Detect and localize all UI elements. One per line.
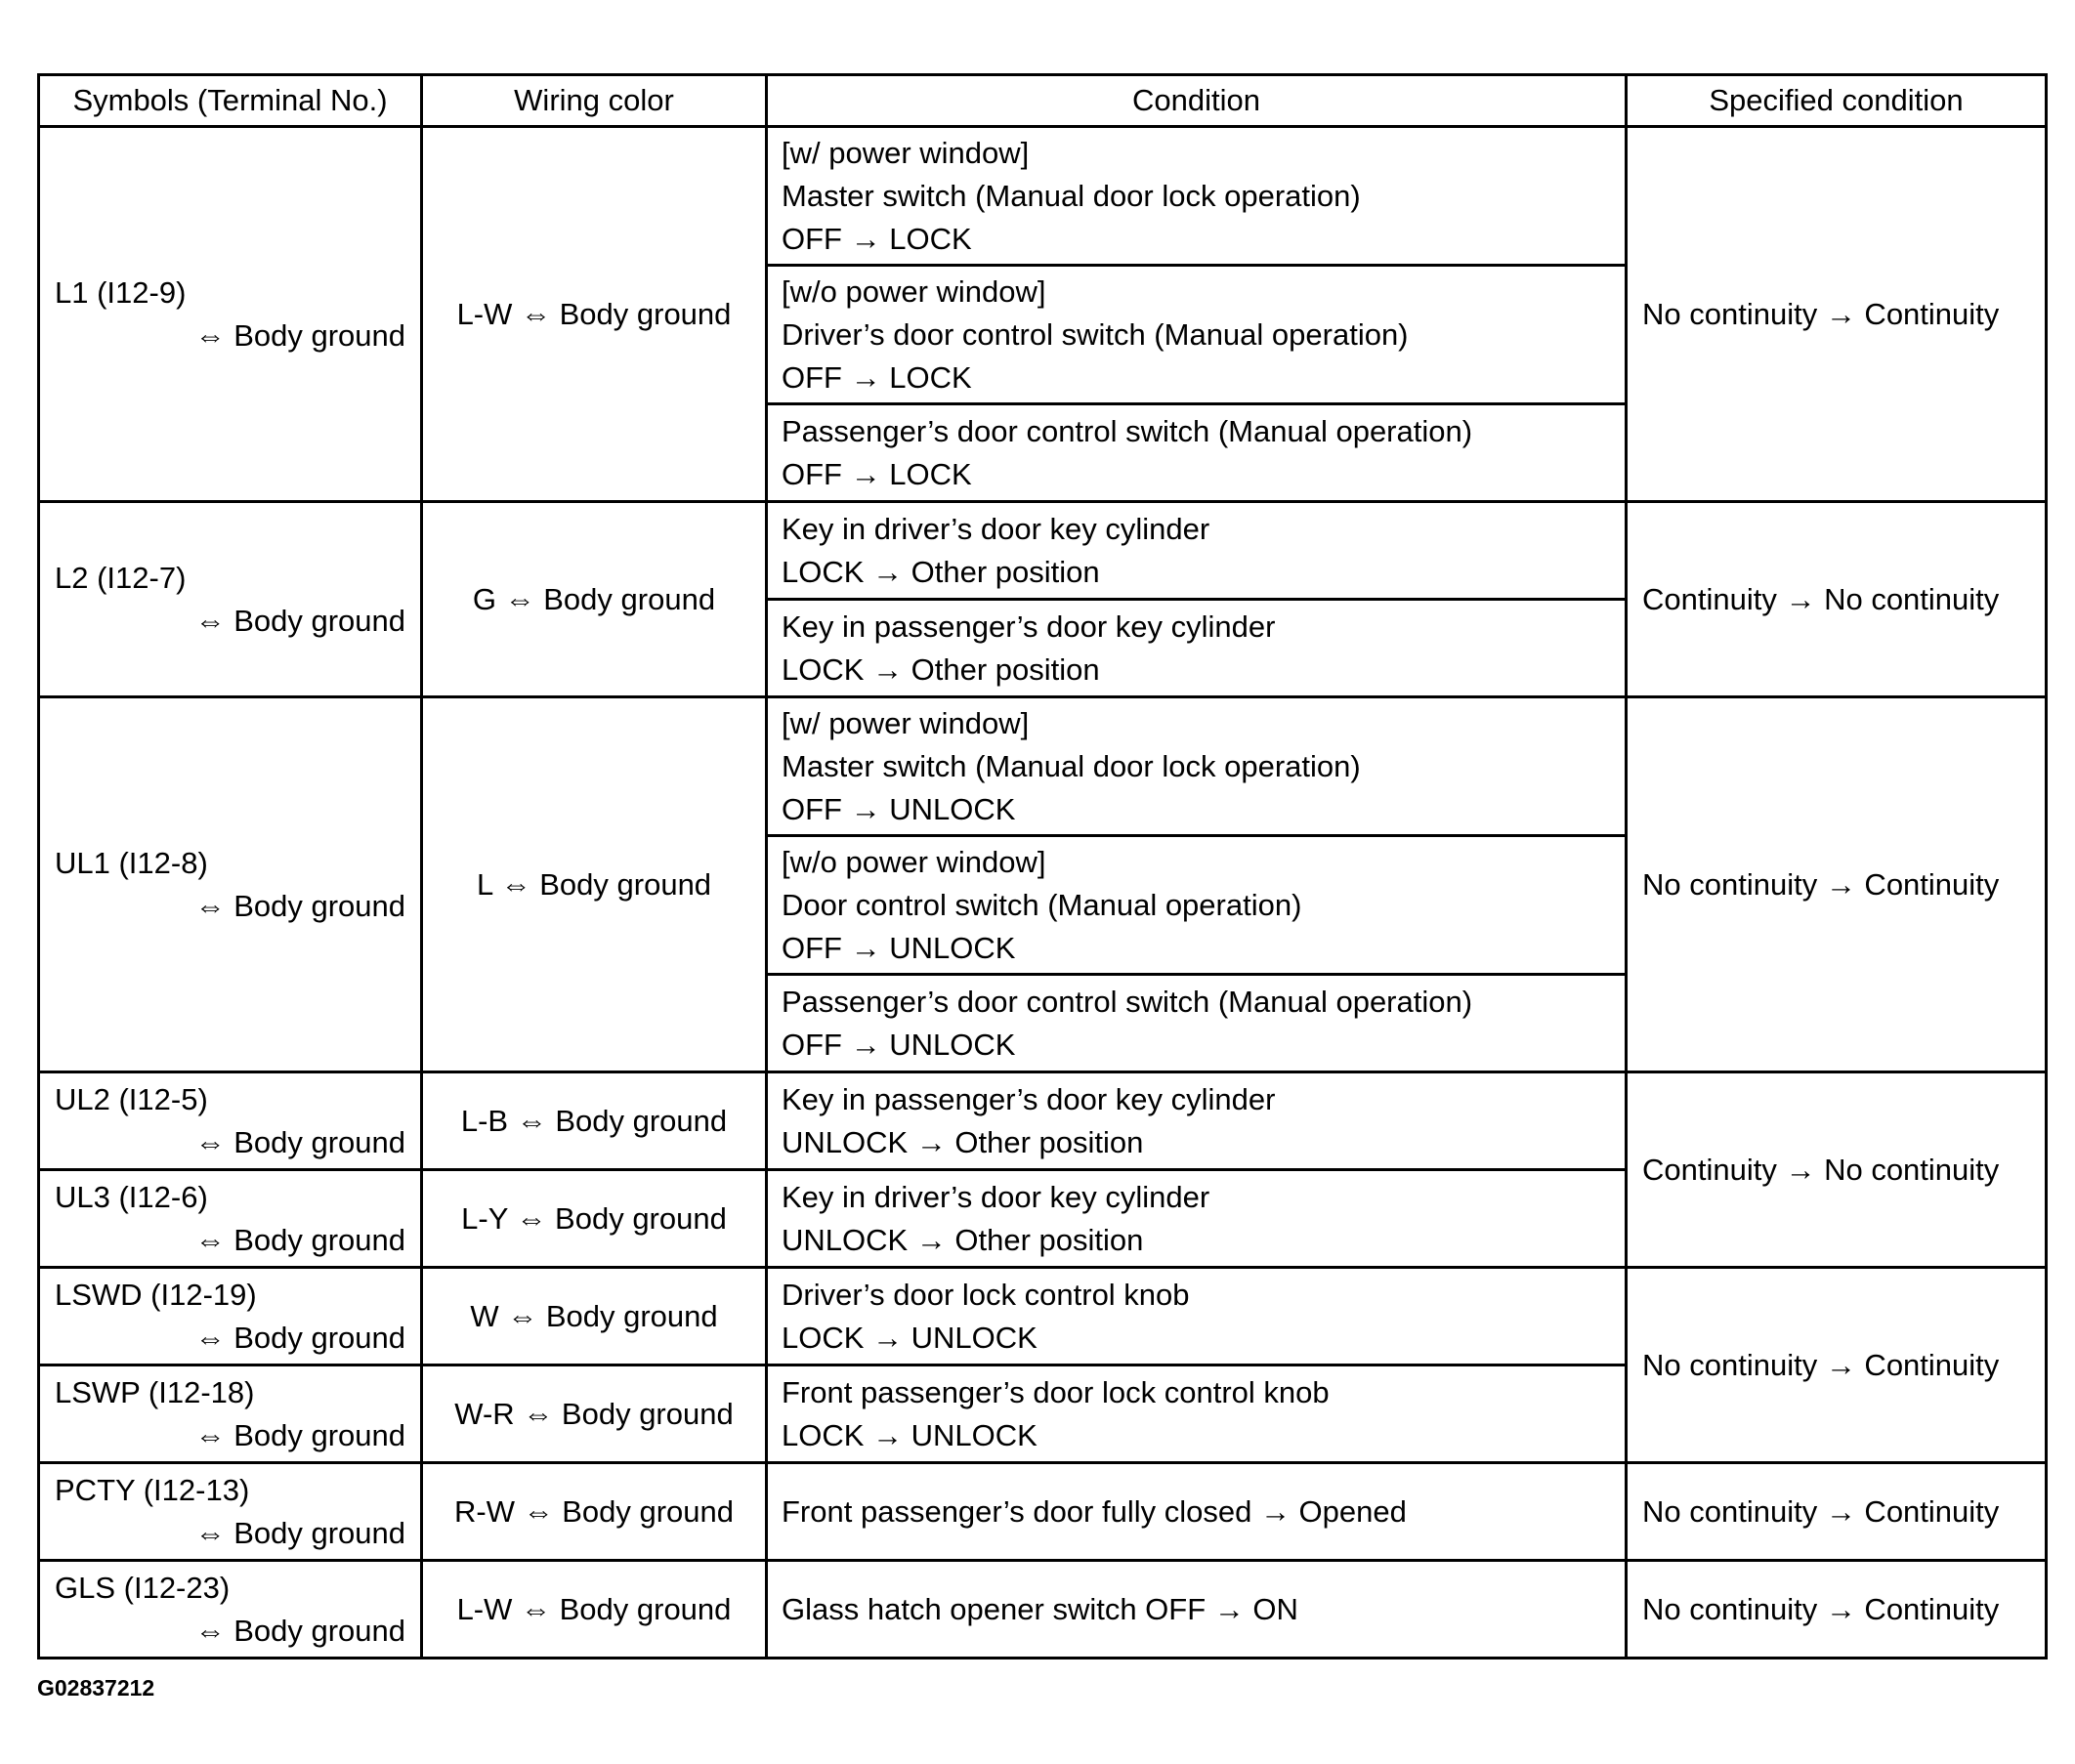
condition-line: [w/o power window] xyxy=(782,844,1046,879)
table-row xyxy=(39,127,2047,266)
symbol-ground: ⇔ Body ground xyxy=(194,317,405,353)
condition-line: Key in driver’s door key cylinder xyxy=(782,1179,1210,1214)
condition-line: [w/ power window] xyxy=(782,135,1030,170)
specified-cell: No continuity → Continuity xyxy=(1627,697,2047,1072)
condition-line: Master switch (Manual door lock operation) xyxy=(782,748,1361,783)
header-wiring-color: Wiring color xyxy=(422,75,767,127)
specified-cell: Continuity → No continuity xyxy=(1627,1072,2047,1268)
wiring-cell: L-Y ⇔ Body ground xyxy=(422,1170,767,1268)
condition-cell xyxy=(767,1268,1627,1365)
symbol-cell xyxy=(39,1170,422,1268)
continuity-spec-table xyxy=(37,73,2048,1659)
wiring-cell: G ⇔ Body ground xyxy=(422,502,767,697)
table-row xyxy=(39,1268,2047,1365)
condition-cell xyxy=(767,600,1627,697)
condition-cell xyxy=(767,975,1627,1072)
symbol-ground: ⇔ Body ground xyxy=(194,1613,405,1648)
symbol-ground: ⇔ Body ground xyxy=(194,1222,405,1257)
condition-line: UNLOCK → Other position xyxy=(782,1124,1144,1159)
table-row xyxy=(39,697,2047,836)
condition-cell xyxy=(767,697,1627,836)
condition-line: Door control switch (Manual operation) xyxy=(782,887,1302,922)
wiring-cell: L-W ⇔ Body ground xyxy=(422,1561,767,1659)
condition-line: Front passenger’s door lock control knob xyxy=(782,1374,1330,1409)
condition-cell xyxy=(767,1463,1627,1561)
header-specified-condition: Specified condition xyxy=(1627,75,2047,127)
symbol-cell xyxy=(39,502,422,697)
condition-line: Master switch (Manual door lock operation) xyxy=(782,178,1361,213)
wiring-cell: L ⇔ Body ground xyxy=(422,697,767,1072)
condition-line: Passenger’s door control switch (Manual operation) xyxy=(782,984,1473,1019)
condition-line: UNLOCK → Other position xyxy=(782,1222,1144,1257)
condition-line: Key in passenger’s door key cylinder xyxy=(782,1081,1276,1116)
symbol-ground: ⇔ Body ground xyxy=(194,603,405,638)
symbol-terminal: UL2 (I12-5) xyxy=(55,1081,208,1116)
condition-line: [w/o power window] xyxy=(782,273,1046,309)
condition-line: LOCK → Other position xyxy=(782,554,1100,589)
symbol-terminal: L1 (I12-9) xyxy=(55,274,187,310)
wiring-cell: W ⇔ Body ground xyxy=(422,1268,767,1365)
figure-id: G02837212 xyxy=(37,1675,155,1701)
symbol-ground: ⇔ Body ground xyxy=(194,1320,405,1355)
condition-line: [w/ power window] xyxy=(782,705,1030,740)
symbol-terminal: LSWD (I12-19) xyxy=(55,1277,257,1312)
condition-line: OFF → UNLOCK xyxy=(782,930,1016,965)
condition-line: Front passenger’s door fully closed → Opened xyxy=(782,1493,1407,1529)
symbol-terminal: GLS (I12-23) xyxy=(55,1570,231,1605)
condition-line: OFF → LOCK xyxy=(782,456,972,491)
symbol-ground: ⇔ Body ground xyxy=(194,1515,405,1550)
condition-cell xyxy=(767,1365,1627,1463)
condition-cell xyxy=(767,1561,1627,1659)
symbol-cell xyxy=(39,697,422,1072)
symbol-ground: ⇔ Body ground xyxy=(194,1124,405,1159)
specified-cell: Continuity → No continuity xyxy=(1627,502,2047,697)
condition-cell xyxy=(767,502,1627,600)
table-row xyxy=(39,502,2047,600)
symbol-cell xyxy=(39,1268,422,1365)
specified-cell: No continuity → Continuity xyxy=(1627,127,2047,502)
symbol-ground: ⇔ Body ground xyxy=(194,888,405,923)
condition-line: OFF → UNLOCK xyxy=(782,1027,1016,1062)
condition-line: Key in driver’s door key cylinder xyxy=(782,511,1210,546)
table-row xyxy=(39,1561,2047,1659)
condition-line: LOCK → Other position xyxy=(782,651,1100,687)
symbol-terminal: L2 (I12-7) xyxy=(55,560,187,595)
condition-cell xyxy=(767,404,1627,502)
symbol-cell xyxy=(39,1365,422,1463)
condition-cell xyxy=(767,266,1627,404)
header-condition: Condition xyxy=(767,75,1627,127)
condition-cell xyxy=(767,1072,1627,1170)
specified-cell: No continuity → Continuity xyxy=(1627,1463,2047,1561)
specified-cell: No continuity → Continuity xyxy=(1627,1268,2047,1463)
condition-cell xyxy=(767,127,1627,266)
condition-line: Driver’s door control switch (Manual operation) xyxy=(782,316,1409,352)
condition-line: Driver’s door lock control knob xyxy=(782,1277,1190,1312)
condition-line: OFF → LOCK xyxy=(782,359,972,395)
wiring-cell: W-R ⇔ Body ground xyxy=(422,1365,767,1463)
condition-line: LOCK → UNLOCK xyxy=(782,1320,1038,1355)
condition-line: OFF → UNLOCK xyxy=(782,791,1016,826)
condition-line: Glass hatch opener switch OFF → ON xyxy=(782,1591,1298,1626)
symbol-cell xyxy=(39,1072,422,1170)
symbol-cell xyxy=(39,1463,422,1561)
symbol-ground: ⇔ Body ground xyxy=(194,1417,405,1452)
symbol-terminal: UL3 (I12-6) xyxy=(55,1179,208,1214)
table-row xyxy=(39,1072,2047,1170)
table-row xyxy=(39,1463,2047,1561)
wiring-cell: L-B ⇔ Body ground xyxy=(422,1072,767,1170)
condition-line: Passenger’s door control switch (Manual operation) xyxy=(782,413,1473,448)
wiring-cell: R-W ⇔ Body ground xyxy=(422,1463,767,1561)
symbol-terminal: LSWP (I12-18) xyxy=(55,1374,255,1409)
condition-cell xyxy=(767,836,1627,975)
condition-line: LOCK → UNLOCK xyxy=(782,1417,1038,1452)
symbol-cell xyxy=(39,1561,422,1659)
header-row xyxy=(39,75,2047,127)
condition-line: Key in passenger’s door key cylinder xyxy=(782,609,1276,644)
symbol-cell xyxy=(39,127,422,502)
symbol-terminal: PCTY (I12-13) xyxy=(55,1472,250,1507)
symbol-terminal: UL1 (I12-8) xyxy=(55,845,208,880)
specified-cell: No continuity → Continuity xyxy=(1627,1561,2047,1659)
header-symbols: Symbols (Terminal No.) xyxy=(39,75,422,127)
wiring-cell: L-W ⇔ Body ground xyxy=(422,127,767,502)
condition-line: OFF → LOCK xyxy=(782,221,972,256)
condition-cell xyxy=(767,1170,1627,1268)
